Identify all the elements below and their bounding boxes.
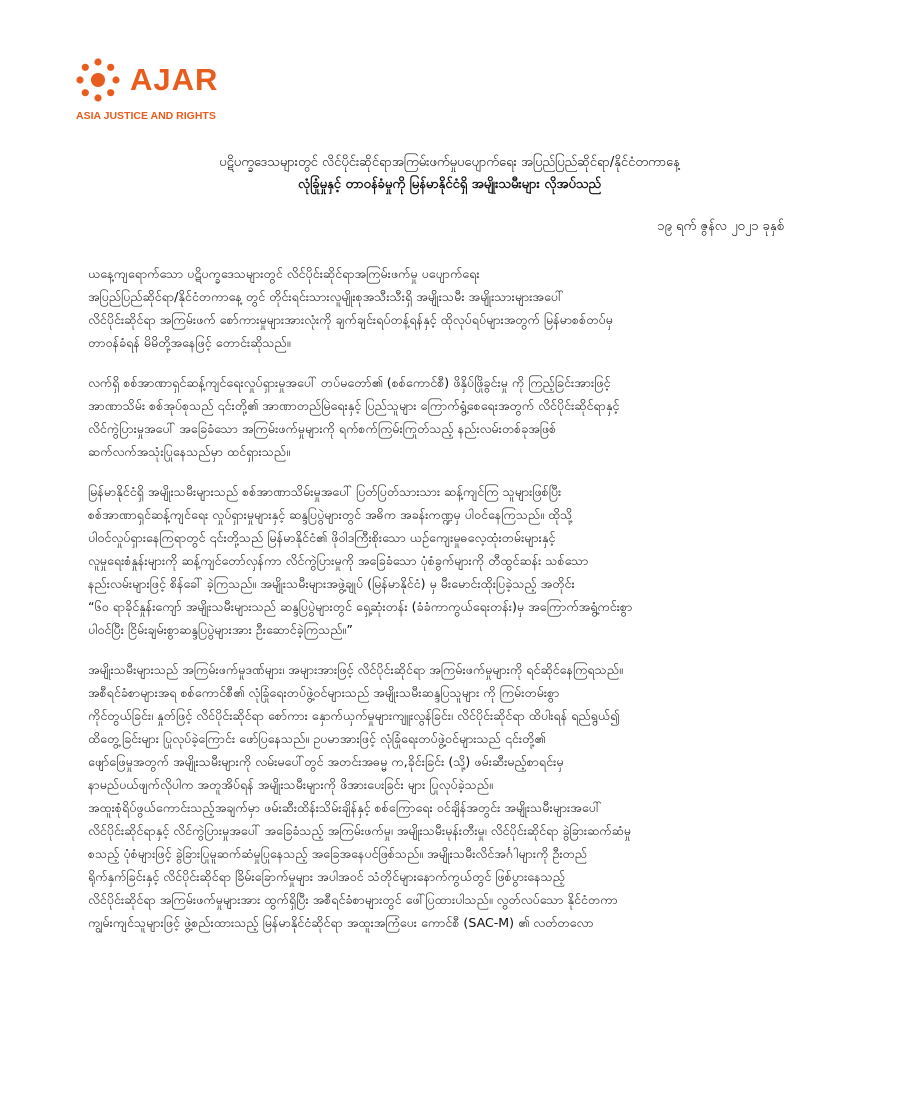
text-line: လိင်ပိုင်းဆိုင်ရာနှင့် လိင်ကွဲပြားမှုအပေါ် အခြေခံသည့် အကြမ်းဖက်မှု၊ အမျိုးသမီးမုန်းတီးမှု၊ လိင်ပိုင်းဆိုင်ရာ ခွဲခြားဆက်ဆံမှု — [88, 823, 631, 838]
document-body — [88, 262, 808, 951]
text-line: ဖျော်ဖြေမှုအတွက် အမျိုးသမီးများကို လမ်းမပေါ်တွင် အတင်းအဓမ္မ က,ခိုင်းခြင်း (သို့) ဖမ်းဆီးမည့်စာရင်းမှ — [88, 754, 564, 769]
text-line: နည်းလမ်းများဖြင့် စိန်ခေါ် ခဲ့ကြသည်။ အမျိုးသမီးများအဖွဲ့ချုပ် (မြန်မာနိုင်ငံ) မှ မီးမောင်းထိုးပြခဲ့သည့် အတိုင်း — [88, 576, 575, 591]
document-title — [60, 152, 839, 196]
text-line: ကိုင်တွယ်ခြင်း၊ နှုတ်ဖြင့် လိင်ပိုင်းဆိုင်ရာ စော်ကား နှောက်ယှက်မှုများကျူးလွန်ခြင်း၊ လိင်ပိုင်းဆိုင်ရာ ထိပါးရန် ရည်ရွယ်၍ — [88, 708, 620, 723]
sun-burst-icon — [74, 56, 122, 104]
text-line: လက်ရှိ စစ်အာဏာရှင်ဆန့်ကျင်ရေးလှုပ်ရှားမှုအပေါ် တပ်မတော်၏ (စစ်ကောင်စီ) ဖိနှိပ်ဖြိုခွင်းမှု ကို ကြည့်ခြင်းအားဖြင့် — [88, 375, 611, 390]
text-line: စစ်အာဏာရှင်ဆန့်ကျင်ရေး လှုပ်ရှားမှုများနှင့် ဆန္ဒပြပွဲများတွင် အဓိက အခန်းကဏ္ဍမှ ပါဝင်နေကြသည်။ ထိုသို့ — [88, 507, 573, 522]
text-line: အာဏာသိမ်း စစ်အုပ်စုသည် ၎င်းတို့၏ အာဏာတည်မြဲရေးနှင့် ပြည်သူများ ကြောက်ရွံ့စေရေးအတွက် လိင်ပိုင်းဆိုင်ရာနှင့် — [88, 398, 620, 413]
text-line: လိင်ပိုင်းဆိုင်ရာ အကြမ်းဖက်မှုများအား ထွက်ရှိပြီး အစီရင်ခံစာများတွင် ဖေါ်ပြထားပါသည်။ လွတ်လပ်သော နိုင်ငံတကာ — [88, 892, 618, 907]
paragraph-2 — [88, 371, 808, 463]
logo-wordmark: AJAR — [130, 62, 219, 97]
text-line: ဆက်လက်အသုံးပြုနေသည်မှာ ထင်ရှားသည်။ — [88, 444, 290, 459]
ajar-logo — [74, 56, 234, 128]
text-line: လိင်ကွဲပြားမှုအပေါ် အခြေခံသော အကြမ်းဖက်မှုများကို ရက်စက်ကြမ်းကြုတ်သည့် နည်းလမ်းတစ်ခုအဖြစ် — [88, 421, 557, 436]
text-line: လိင်ပိုင်းဆိုင်ရာ အကြမ်းဖက် စော်ကားမှုများအားလုံးကို ချက်ချင်းရပ်တန့်ရန်နှင့် ထိုလုပ်ရပ်များအတွက် မြန်မာစစ်တပ်မှ — [88, 312, 613, 327]
text-line: ရိုက်နှက်ခြင်းနှင့် လိင်ပိုင်းဆိုင်ရာ ခြိမ်းခြောက်မှုများ အပါအဝင် သံတိုင်များနောက်ကွယ်တွင် ဖြစ်ပွားနေသည့် — [88, 869, 565, 884]
text-line: ပါဝင်ပြီး ငြိမ်းချမ်းစွာဆန္ဒပြပွဲများအား ဦးဆောင်ခဲ့ကြသည်။” — [88, 622, 353, 637]
text-line: တာဝန်ခံရန် မိမိတို့အနေဖြင့် တောင်းဆိုသည်။ — [88, 335, 291, 350]
text-line: လူမှုရေးစံနှုန်းများကို ဆန့်ကျင်တော်လှန်ကာ လိင်ကွဲပြားမှုကို အခြေခံသော ပုံစံခွက်များကို တီထွင်ဆန်း သစ်သော — [88, 553, 589, 568]
text-line: စသည့် ပုံစံများဖြင့် ခွဲခြားပြုမူဆက်ဆံမှုပြုနေသည့် အခြေအနေပင်ဖြစ်သည်။ အမျိုးသမီးလိင်အင်္ဂါများကို ဦးတည် — [88, 846, 587, 861]
text-line: ထိတွေ့ခြင်းများ ပြုလုပ်ခဲ့ကြောင်း ဖော်ပြနေသည်။ ဥပမာအားဖြင့် လုံခြုံရေးတပ်ဖွဲ့ဝင်များသည် ၎င်းတို့၏ — [88, 731, 546, 746]
text-line: ယနေ့ကျရောက်သော ပဋိပက္ခဒေသများတွင် လိင်ပိုင်းဆိုင်ရာအကြမ်းဖက်မှု ပပျောက်ရေး — [88, 266, 480, 281]
title-line-2: လုံခြုံမှုနှင့် တာဝန်ခံမှုကို မြန်မာနိုင်ငံရှိ အမျိုးသမီးများ လိုအပ်သည် — [297, 177, 602, 192]
text-line: “၆၀ ရာခိုင်နှုန်းကျော် အမျိုးသမီးများသည် ဆန္ဒပြပွဲများတွင် ရှေ့ဆုံးတန်း (ခံခံကာကွယ်ရေးတန်း)မှ အကြောက်အရွံ့ကင်းစွာ — [88, 599, 633, 614]
text-line: ကျွမ်းကျင်သူများဖြင့် ဖွဲ့စည်းထားသည့် မြန်မာနိုင်ငံဆိုင်ရာ အထူးအကြံပေး ကောင်စီ (SAC-M) ၏ လတ်တလော — [88, 915, 594, 930]
title-line-1: ပဋိပက္ခဒေသများတွင် လိင်ပိုင်းဆိုင်ရာအကြမ်းဖက်မှုပပျောက်ရေး အပြည်ပြည်ဆိုင်ရာ/နိုင်ငံတကာနေ့ — [219, 155, 680, 170]
paragraph-4 — [88, 658, 808, 934]
text-line: မြန်မာနိုင်ငံရှိ အမျိုးသမီးများသည် စစ်အာဏာသိမ်းမှုအပေါ် ပြတ်ပြတ်သားသား ဆန့်ကျင်ကြ သူများဖြစ်ပြီး — [88, 484, 562, 499]
text-line: အစီရင်ခံစာများအရ စစ်ကောင်စီ၏ လုံခြုံရေးတပ်ဖွဲ့ဝင်များသည် အမျိုးသမီးဆန္ဒပြသူများ ကို ကြမ်းတမ်းစွာ — [88, 685, 560, 700]
text-line: ပါဝင်လှုပ်ရှားနေကြရာတွင် ၎င်းတို့သည် မြန်မာနိုင်ငံ၏ ဖိုဝါဒကြီးစိုးသော ယဉ်ကျေးမှုဓလေ့ထုံးတမ်းများနှင့် — [88, 530, 556, 545]
text-line: အမျိုးသမီးများသည် အကြမ်းဖက်မှုဒဏ်များ၊ အများအားဖြင့် လိင်ပိုင်းဆိုင်ရာ အကြမ်းဖက်မှုများကို ရင်ဆိုင်နေကြရသည်။ — [88, 662, 623, 677]
text-line: အပြည်ပြည်ဆိုင်ရာ/နိုင်ငံတကာနေ့ တွင် တိုင်းရင်းသားလူမျိုးစုအသီးသီးရှိ အမျိုးသမီး အမျိုးသားများအပေါ် — [88, 289, 564, 304]
paragraph-3 — [88, 480, 808, 641]
text-line: အထူးစုံရိပ်ဖွယ်ကောင်းသည့်အချက်မှာ ဖမ်းဆီးထိန်းသိမ်းချိန်နှင့် စစ်ကြောရေး ဝင်ချိန်အတွင်း အမျိုးသမီးများအပေါ် — [88, 800, 602, 815]
text-line: နာမည်ပယ်ဖျက်လိုပါက အတူအိပ်ရန် အမျိုးသမီးများကို ဖိအားပေးခြင်း များ ပြုလုပ်ခဲ့သည်။ — [88, 777, 493, 792]
document-date: ၁၉ ရက် ဇွန်လ ၂၀၂၁ ခုနှစ် — [657, 219, 784, 234]
paragraph-1 — [88, 262, 808, 354]
logo-tagline: ASIA JUSTICE AND RIGHTS — [76, 110, 216, 122]
